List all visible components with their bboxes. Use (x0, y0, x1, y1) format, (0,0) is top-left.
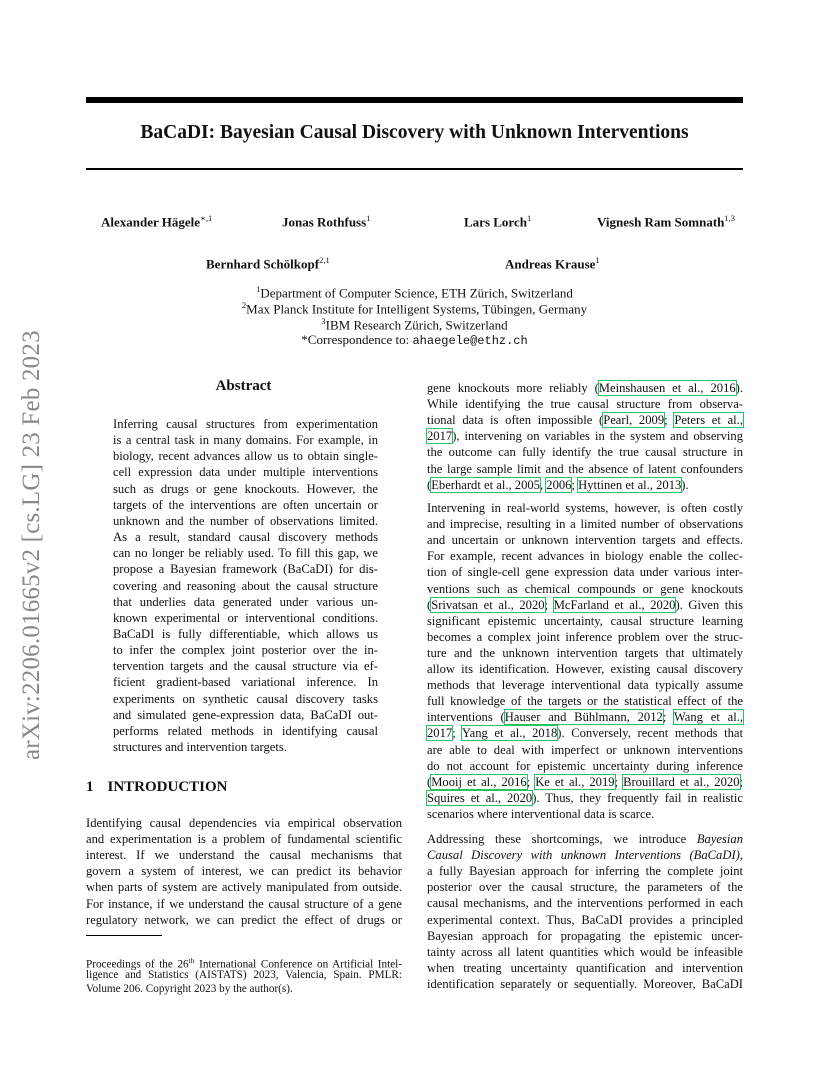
text-line (427, 677, 743, 693)
text-line (427, 944, 743, 960)
text-span: ventions such as chemical compounds or gene knockouts (427, 581, 743, 596)
affiliation-3: $^3$IBM Research Zürich, Switzerland (321, 316, 508, 333)
text-line: tervention targets and the causal structure via ef- (113, 659, 378, 674)
text-line (427, 428, 743, 444)
abstract-heading: Abstract (215, 378, 272, 394)
text-line: that underlies data generated under various un- (113, 594, 378, 609)
citation-link[interactable]: Mooij et al., 2016 (431, 774, 527, 789)
text-line: biology, recent advances allow us to obtain single- (113, 449, 378, 464)
author-3: Lars Lorch$^1$ (464, 213, 532, 230)
text-span: tion of single-cell gene expression data under various inter- (427, 565, 743, 580)
text-line (427, 831, 743, 847)
text-line: known experimental or interventional conditions. (113, 610, 378, 625)
author-1: Alexander Hägele$^{∗,1}$ (101, 213, 213, 230)
text-line: interest. If we understand the causal mechanisms that (86, 848, 402, 863)
correspondence: *Correspondence to: ahaegele@ethz.ch (301, 332, 528, 348)
text-span: methods that leverage interventional data typically assume (427, 678, 743, 693)
author-4: Vignesh Ram Somnath$^{1,3}$ (597, 213, 735, 230)
text-line: As a result, standard causal discovery methods (113, 530, 378, 545)
text-line: experiments on synthetic causal discovery tasks (113, 691, 378, 706)
citation-link[interactable]: 2017 (427, 429, 453, 444)
text-span: and uncertain or unknown intervention targets and effects. (427, 533, 743, 548)
text-span: causal mechanisms, and the interventions performed in each (427, 896, 743, 911)
text-line (427, 774, 743, 790)
text-span: posterior over the causal structure, the parameters of the (427, 880, 743, 895)
footnote-line: ligence and Statistics (AISTATS) 2023, Valencia, Spain. PMLR: (86, 969, 402, 981)
text-line: when parts of system are actively manipulated from outside. (86, 880, 402, 895)
footnote-line: Volume 206. Copyright 2023 by the author(s). (86, 983, 293, 995)
text-span: scenarios where interventional data is scarce. (427, 806, 655, 821)
text-line (427, 500, 743, 516)
text-span: ; (662, 710, 674, 725)
text-line: regulatory network, we can predict the effect of drugs or (86, 912, 402, 927)
affiliation-1: $^1$Department of Computer Science, ETH Zürich, Switzerland (256, 284, 573, 301)
text-line (427, 477, 743, 493)
text-line: such as drugs or gene knockouts. However, the (113, 481, 378, 496)
text-line: ficient gradient-based variational inference. In (113, 675, 378, 690)
text-span: ; (571, 477, 579, 492)
text-line (427, 790, 743, 806)
text-line (427, 564, 743, 580)
text-span: the large sample limit and the absence of latent confounders (427, 461, 743, 476)
citation-link[interactable]: Peters et al., (674, 413, 743, 428)
text-line (427, 912, 743, 928)
text-line (427, 412, 743, 428)
text-span: tainty across all latent quantities which would be infeasible (427, 944, 743, 959)
text-span: Bayesian approach for propagating the epistemic uncer- (427, 928, 743, 943)
text-span: ). (735, 381, 744, 395)
text-span: identification separately or sequentially. Moreover, BaCaDI (427, 976, 743, 991)
text-span: a fully Bayesian approach for inferring the complete joint (427, 864, 743, 879)
text-span: ). Thus, they frequently fail in realistic (532, 790, 743, 805)
text-span: becomes a complex joint inference problem over the struc- (427, 629, 743, 644)
text-span: ). Given this (675, 597, 743, 612)
text-line: BaCaDI is fully differentiable, which allows us (113, 626, 378, 641)
text-line (427, 613, 743, 629)
text-line: can no longer be reliably used. To fill this gap, we (113, 546, 378, 561)
text-span: While identifying the true causal structure from observa- (427, 397, 743, 412)
text-span: Intervening in real-world systems, however, is often costly (427, 501, 743, 515)
text-span: ( (427, 774, 432, 789)
text-span: ). (681, 477, 689, 492)
text-line (427, 661, 743, 677)
text-line (427, 976, 743, 992)
text-span: For example, recent advances in biology enable the collec- (427, 549, 743, 564)
text-line: Identifying causal dependencies via empirical observation (86, 816, 402, 830)
paper-title: BaCaDI: Bayesian Causal Discovery with Unknown Interventions (140, 122, 689, 143)
citation-link[interactable]: 2017 (427, 726, 453, 741)
citation-link[interactable]: McFarland et al., 2020 (553, 597, 676, 612)
text-line: is a central task in many domains. For example, in (113, 433, 378, 448)
correspondence-email[interactable]: ahaegele@ethz.ch (412, 334, 528, 348)
citation-link[interactable]: Meinshausen et al., 2016 (598, 381, 736, 395)
text-span: ; (614, 774, 624, 789)
text-span: ( (427, 597, 432, 612)
text-line (427, 847, 743, 863)
text-line: targets of the interventions are often uncertain or (113, 497, 378, 512)
title-rule-top (86, 97, 743, 103)
text-line (427, 532, 743, 548)
text-line (427, 581, 743, 597)
title-rule-bottom (86, 168, 743, 170)
text-span: ture and the unknown intervention targets that ultimately (427, 645, 743, 660)
text-line (427, 725, 743, 741)
citation-link[interactable]: Hyttinen et al., 2013 (578, 477, 682, 492)
text-line: performs related methods in identifying causal (113, 723, 378, 738)
arxiv-stamp: arXiv:2206.01665v2 [cs.LG] 23 Feb 2023 (18, 330, 45, 760)
italic-text: Bayesian (696, 832, 743, 846)
text-line (427, 597, 743, 613)
text-span: allow its identification. However, existing causal discovery (427, 662, 743, 676)
citation-link[interactable]: 2006 (546, 477, 572, 492)
text-line (427, 879, 743, 895)
text-line: to infer the complex joint posterior over the in- (113, 643, 378, 658)
text-span: Addressing these shortcomings, we introduce (427, 832, 697, 846)
text-line (427, 895, 743, 911)
text-line (427, 548, 743, 564)
text-line: Inferring causal structures from experimentation (113, 417, 378, 431)
text-span: , (539, 477, 547, 492)
citation-link[interactable]: Yang et al., 2018 (461, 726, 558, 741)
author-2: Jonas Rothfuss$^1$ (282, 213, 371, 230)
text-span: do not account for epistemic uncertainty during inference (427, 758, 743, 773)
text-line: and experimentation is a problem of fundamental scientific (86, 832, 402, 847)
text-span: ). Conversely, recent methods that (557, 726, 744, 741)
text-span: when treating uncertainty quantification and intervention (427, 960, 743, 975)
citation-link[interactable]: Brouillard et al., 2020 (623, 774, 740, 789)
text-span: ; (526, 774, 536, 789)
section-heading: 1 INTRODUCTION (86, 779, 228, 795)
text-span: significant epistemic uncertainty, causal structure learning (427, 613, 743, 628)
citation-link[interactable]: Eberhardt et al., 2005 (431, 477, 540, 492)
citation-link[interactable]: Wang et al., (673, 710, 743, 725)
text-line: unknown and the number of observations limited. (113, 513, 378, 528)
footnote-rule (86, 935, 162, 936)
text-span: ; (544, 597, 554, 612)
text-line (427, 863, 743, 879)
citation-link[interactable]: Squires et al., 2020 (427, 790, 533, 805)
text-line (427, 758, 743, 774)
text-line (427, 396, 743, 412)
text-span: gene knockouts more reliably ( (427, 381, 599, 395)
text-span: , (739, 848, 743, 863)
text-span: tional data is often impossible ( (427, 413, 604, 428)
citation-link[interactable]: Pearl, 2009 (603, 413, 665, 428)
citation-link[interactable]: Srivatsan et al., 2020 (431, 597, 545, 612)
citation-link[interactable]: Ke et al., 2019 (535, 774, 615, 789)
text-line (427, 380, 743, 396)
text-line (427, 444, 743, 460)
text-line (427, 806, 743, 822)
text-line (427, 928, 743, 944)
text-span: ; (452, 726, 462, 741)
text-line (427, 461, 743, 477)
text-span: and imprecise, resulting in a limited number of observations (427, 517, 743, 532)
text-line: and simulated gene-expression data, BaCaDI out- (113, 707, 378, 722)
text-line (427, 645, 743, 661)
text-line (427, 693, 743, 709)
text-span: ( (427, 477, 432, 492)
text-span: experimental context. Thus, BaCaDI provides a principled (427, 912, 743, 927)
text-line (427, 742, 743, 758)
text-span: full knowledge of the targets or the statistical effect of the (427, 694, 743, 709)
author-5: Bernhard Schölkopf$^{2,1}$ (206, 255, 330, 272)
text-line: govern a system of interest, we can predict its behavior (86, 864, 402, 879)
text-span: ), intervening on variables in the system and observing (452, 429, 743, 444)
text-span: ; (664, 413, 675, 428)
citation-link[interactable]: Hauser and Bühlmann, 2012 (504, 710, 663, 725)
text-line: For instance, if we understand the causal structure of a gene (86, 896, 402, 911)
text-span: the outcome can fully identify the true causal structure in (427, 445, 743, 460)
affiliation-2: $^2$Max Planck Institute for Intelligent Systems, Tübingen, Germany (241, 300, 588, 317)
text-span: are able to deal with imperfect or unknown interventions (427, 742, 743, 757)
text-line (427, 960, 743, 976)
italic-text: Causal Discovery with unknown Interventions (BaCaDI) (427, 848, 740, 863)
footnote-line: Proceedings of the 26th International Conference on Artificial Intel- (86, 956, 402, 971)
text-line (427, 709, 743, 725)
text-span: ; (739, 774, 743, 789)
text-line (427, 629, 743, 645)
text-line: structures and intervention targets. (113, 740, 287, 754)
author-6: Andreas Krause$^1$ (505, 255, 600, 272)
text-line (427, 516, 743, 532)
text-span: interventions ( (427, 710, 505, 725)
text-line: covering and reasoning about the causal structure (113, 578, 378, 593)
text-line: propose a Bayesian framework (BaCaDI) for dis- (113, 562, 378, 577)
text-line: cell expression data under multiple interventions (113, 465, 378, 480)
